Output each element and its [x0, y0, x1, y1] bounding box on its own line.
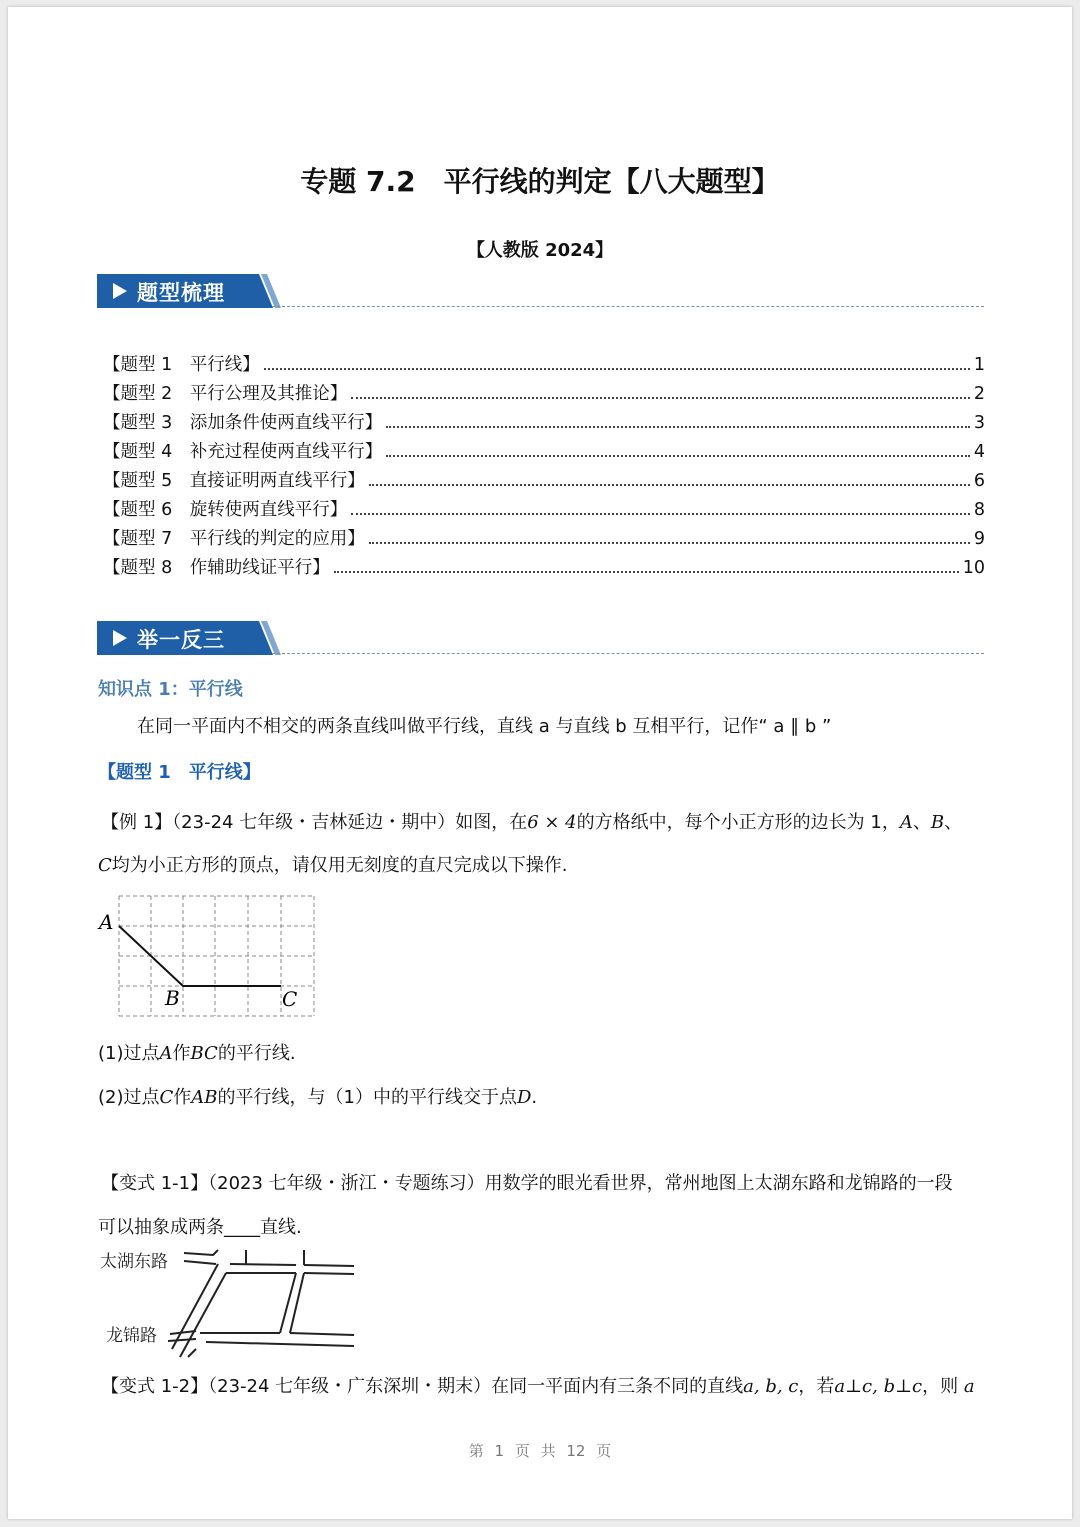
- grid-figure: [96, 893, 326, 1021]
- page-subtitle: 【人教版 2024】: [466, 240, 614, 261]
- math-lines: a, b, c: [743, 1376, 799, 1397]
- question-2: [98, 1083, 537, 1109]
- math-point: B: [930, 812, 945, 833]
- toc-item[interactable]: [103, 466, 985, 495]
- toc-page: 10: [962, 558, 985, 578]
- section-title: 题型梳理: [137, 281, 225, 305]
- example-line-2: [98, 851, 568, 877]
- text-span: 的方格纸中，每个小正方形的边长为 1，: [576, 812, 900, 833]
- text-span: 的平行线，与（1）中的平行线交于点: [217, 1087, 517, 1108]
- label-b: B: [165, 986, 180, 1010]
- toc-leader: [351, 379, 970, 399]
- play-icon: [113, 630, 127, 646]
- text-span: 【变式 1-2】（23-24 七年级・广东深圳・期末）在同一平面内有三条不同的直线: [101, 1376, 744, 1397]
- toc-leader: [386, 408, 970, 428]
- type-heading: 【题型 1 平行线】: [98, 762, 261, 783]
- text-span: 的平行线.: [217, 1043, 296, 1064]
- toc-page: 1: [973, 355, 985, 375]
- knowledge-heading: 知识点 1：平行线: [98, 679, 243, 700]
- map-label-road-2: 龙锦路: [106, 1326, 157, 1345]
- toc-leader: [264, 350, 970, 370]
- math-condition: a⊥c, b⊥c: [834, 1376, 923, 1397]
- math-point: A: [899, 812, 913, 833]
- text-span: 均为小正方形的顶点，请仅用无刻度的直尺完成以下操作.: [111, 855, 568, 876]
- toc-item[interactable]: [103, 495, 985, 524]
- section-banner-practice: [97, 621, 287, 655]
- variant-1-1-line-1: 【变式 1-1】（2023 七年级・浙江・专题练习）用数学的眼光看世界，常州地图上太湖东路和龙锦路的一段: [101, 1173, 953, 1194]
- toc-page: 4: [973, 442, 985, 462]
- question-1: [98, 1039, 296, 1065]
- toc-leader: [369, 466, 970, 486]
- section-banner-types: [97, 274, 287, 308]
- math-segment: BC: [190, 1043, 218, 1064]
- table-of-contents: [103, 350, 985, 582]
- math-point: C: [98, 855, 112, 876]
- label-c: C: [282, 987, 298, 1011]
- text-span: 、: [912, 812, 931, 833]
- toc-item[interactable]: [103, 379, 985, 408]
- text-span: (1)过点: [98, 1043, 160, 1064]
- variant-1-1-line-2: 可以抽象成两条____直线.: [98, 1217, 302, 1238]
- toc-item[interactable]: [103, 437, 985, 466]
- knowledge-text: 在同一平面内不相交的两条直线叫做平行线，直线 a 与直线 b 互相平行，记作“ a ∥ b ”: [137, 716, 832, 737]
- toc-page: 8: [973, 500, 985, 520]
- section-divider: [272, 306, 984, 307]
- toc-label: 【题型 2 平行公理及其推论】: [103, 384, 348, 404]
- section-divider: [272, 653, 984, 654]
- toc-label: 【题型 3 添加条件使两直线平行】: [103, 413, 383, 433]
- toc-page: 3: [973, 413, 985, 433]
- text-span: 、: [944, 812, 963, 833]
- page-title: 专题 7.2 平行线的判定【八大题型】: [300, 165, 780, 198]
- toc-leader: [351, 495, 970, 515]
- map-label-road-1: 太湖东路: [100, 1252, 168, 1271]
- toc-label: 【题型 5 直接证明两直线平行】: [103, 471, 365, 491]
- toc-page: 2: [973, 384, 985, 404]
- road-lines: [168, 1250, 354, 1357]
- toc-label: 【题型 7 平行线的判定的应用】: [103, 529, 365, 549]
- toc-page: 9: [973, 529, 985, 549]
- toc-item[interactable]: [103, 350, 985, 379]
- math-point: A: [159, 1043, 173, 1064]
- toc-page: 6: [973, 471, 985, 491]
- variant-1-2-line-1: [101, 1372, 975, 1398]
- toc-item[interactable]: [103, 524, 985, 553]
- text-span: 作: [173, 1087, 192, 1108]
- toc-item[interactable]: [103, 408, 985, 437]
- toc-leader: [369, 524, 970, 544]
- text-span: ，若: [798, 1376, 835, 1397]
- toc-label: 【题型 6 旋转使两直线平行】: [103, 500, 348, 520]
- toc-label: 【题型 4 补充过程使两直线平行】: [103, 442, 383, 462]
- toc-label: 【题型 8 作辅助线证平行】: [103, 558, 330, 578]
- math-tail: a: [963, 1376, 975, 1397]
- road-map-figure: [96, 1245, 366, 1360]
- text-span: ，则: [922, 1376, 964, 1397]
- text-span: 作: [172, 1043, 191, 1064]
- math-grid-size: 6 × 4: [527, 812, 577, 833]
- page-footer: 第 1 页 共 12 页: [468, 1442, 612, 1460]
- toc-label: 【题型 1 平行线】: [103, 355, 260, 375]
- text-span: 【例 1】（23-24 七年级・吉林延边・期中）如图，在: [101, 812, 528, 833]
- section-title: 举一反三: [137, 628, 225, 652]
- text-span: (2)过点: [98, 1087, 160, 1108]
- example-line-1: [101, 808, 962, 834]
- toc-leader: [386, 437, 970, 457]
- math-point: D: [516, 1087, 532, 1108]
- toc-item[interactable]: [103, 553, 985, 582]
- text-span: .: [531, 1087, 538, 1108]
- toc-leader: [334, 553, 959, 573]
- play-icon: [113, 283, 127, 299]
- label-a: A: [99, 910, 114, 934]
- math-point: C: [159, 1087, 174, 1108]
- math-segment: AB: [191, 1087, 218, 1108]
